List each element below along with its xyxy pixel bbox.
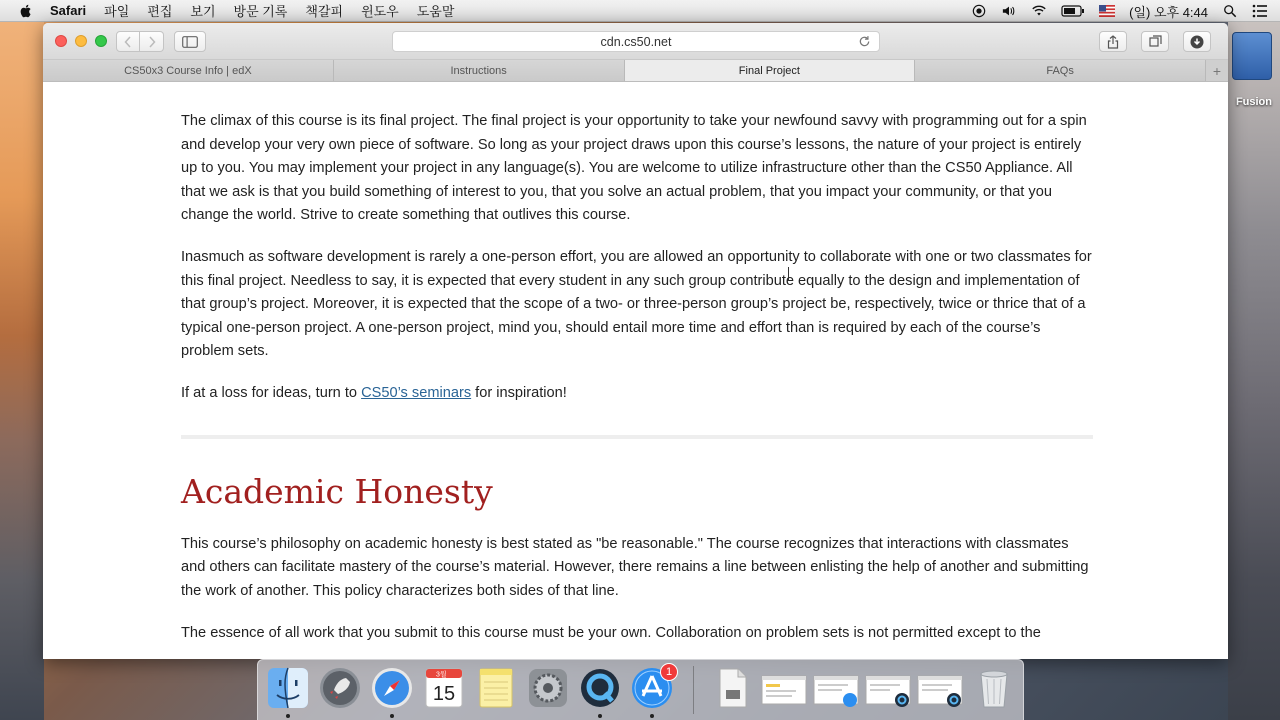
battery-icon[interactable] [1061,4,1085,18]
trash-icon [972,666,1016,710]
share-button[interactable] [1099,31,1127,52]
minimized-window-3[interactable] [864,666,912,710]
tab-label: FAQs [1046,64,1074,77]
reload-icon[interactable] [858,35,871,48]
article [181,110,1093,659]
ideas-text-after: for inspiration! [471,385,567,401]
compass-icon [370,666,414,710]
fullscreen-window-button[interactable] [95,35,107,47]
desktop-wallpaper-right [1228,22,1280,720]
window-thumbnail-icon [864,666,912,710]
notes-icon [474,666,518,710]
running-indicator [650,714,654,718]
tab-bar [43,60,1228,82]
minimize-window-button[interactable] [75,35,87,47]
ideas-text-before: If at a loss for ideas, turn to [181,385,362,401]
menu-app-safari[interactable]: Safari [50,3,87,18]
document-icon [710,666,754,710]
show-all-tabs-button[interactable] [1141,31,1169,52]
calendar-dock-icon[interactable] [422,666,466,710]
menubar-clock[interactable]: (일) 오후 4:44 [1129,4,1208,20]
menu-help[interactable]: 도움말 [416,4,455,19]
running-indicator [390,714,394,718]
minimized-window-1[interactable] [760,666,808,710]
minimized-window-4[interactable] [916,666,964,710]
window-thumbnail-icon [916,666,964,710]
tab-course-info[interactable] [43,60,334,81]
menu-bookmarks[interactable]: 책갈피 [305,4,344,19]
trash-dock-icon[interactable] [972,666,1016,710]
menu-file[interactable]: 파일 [104,4,130,19]
vmware-fusion-desktop-icon[interactable] [1232,32,1272,80]
browser-toolbar [43,23,1228,60]
paragraph-honesty-essence: The essence of all work that you submit to this course must be your own. Collaboration on problem sets is not permitted except to the [181,624,1041,641]
wifi-icon[interactable] [1031,4,1047,18]
desktop-icon-label: Fusion [1235,96,1272,108]
back-button[interactable] [116,31,140,52]
finder-icon [266,666,310,710]
desktop-wallpaper-left [0,22,44,720]
dock-separator [693,666,694,714]
safari-dock-icon[interactable] [370,666,414,710]
system-preferences-dock-icon[interactable] [526,666,570,710]
paragraph-final-project-intro: The climax of this course is its final project. The final project is your opportunity to take your newfound savvy with programming out for a spin and develop your very own piece of software. So long as your project draws upon this course’s lessons, the nature of your project is entirely up to you. You may implement your project in any language(s). You are welcome to utilize infrastructure other than the CS50 Appliance. All that we ask is that you build something of interest to you, that you solve an actual problem, that you impact your community, or that you change the world. Strive to create something that outlives this course. [181,113,1087,223]
academic-honesty-heading: Academic Honesty [181,471,493,511]
calendar-icon [422,666,466,710]
gear-icon [526,666,570,710]
menu-history[interactable]: 방문 기록 [233,4,288,19]
window-controls [55,35,107,47]
volume-icon[interactable] [1001,4,1017,18]
us-flag-icon[interactable] [1099,4,1115,18]
running-indicator [598,714,602,718]
apple-icon[interactable] [18,3,34,19]
share-icon [1107,35,1119,49]
quicktime-icon [578,666,622,710]
notification-center-icon[interactable] [1252,4,1268,18]
page-content [43,82,1228,659]
chevron-right-icon [148,36,156,48]
document-dock-icon[interactable] [710,666,754,710]
tab-final-project[interactable] [625,60,916,81]
sidebar-icon [182,36,198,48]
notification-badge: 1 [660,663,678,681]
calendar-month: 3월 [436,671,447,679]
tab-label: Instructions [450,64,507,77]
quicktime-dock-icon[interactable] [578,666,622,710]
history-navigation [116,31,164,52]
paragraph-ideas [181,382,1093,406]
text-cursor [788,267,790,281]
running-indicator [286,714,290,718]
close-window-button[interactable] [55,35,67,47]
dock [257,659,1024,720]
status-area [971,0,1268,22]
tab-faqs[interactable] [915,60,1206,81]
tab-label: Final Project [738,64,800,77]
screen-record-icon[interactable] [971,4,987,18]
calendar-day: 15 [432,683,456,705]
new-tab-button[interactable]: + [1206,60,1228,81]
tab-instructions[interactable] [334,60,625,81]
tab-label: CS50x3 Course Info | edX [124,64,252,77]
chevron-left-icon [124,36,132,48]
app-store-dock-icon[interactable] [630,666,674,710]
window-thumbnail-icon [812,666,860,710]
seminars-link[interactable]: CS50’s seminars [361,385,472,401]
window-thumbnail-icon [760,666,808,710]
menu-bar [0,0,1280,22]
downloads-button[interactable] [1183,31,1211,52]
paragraph-collaboration: Inasmuch as software development is rarely a one-person effort, you are allowed an opportunity to collaborate with one or two classmates for this final project. Needless to say, it is expected that every student in any such group contribute equally to the design and implementation of that group’s project. Moreover, it is expected that the scope of a two- or three-person group’s project be, respectively, twice or thrice that of a typical one-person project. A one-person project, mind you, should entail more time and effort than is required by each of the course’s problem sets. [181,249,1092,359]
show-sidebar-button[interactable] [174,31,206,52]
launchpad-dock-icon[interactable] [318,666,362,710]
menu-view[interactable]: 보기 [190,4,216,19]
section-divider [181,435,1093,439]
finder-dock-icon[interactable] [266,666,310,710]
rocket-icon [318,666,362,710]
menu-window[interactable]: 윈도우 [361,4,399,19]
paragraph-honesty-philosophy: This course’s philosophy on academic honesty is best stated as "be reasonable." The course recognizes that interactions with classmates and others can facilitate mastery of the course’s material. However, there remains a line between enlisting the help of another and submitting the work of another. This policy characterizes both sides of that line. [181,535,1089,599]
safari-window [43,23,1228,659]
forward-button[interactable] [140,31,164,52]
spotlight-search-icon[interactable] [1222,4,1238,18]
minimized-window-2[interactable] [812,666,860,710]
tabs-overview-icon [1149,35,1162,48]
download-icon [1190,35,1204,49]
notes-dock-icon[interactable] [474,666,518,710]
address-bar[interactable] [392,31,880,52]
menu-edit[interactable]: 편집 [147,4,173,19]
address-text: cdn.cs50.net [600,34,672,49]
